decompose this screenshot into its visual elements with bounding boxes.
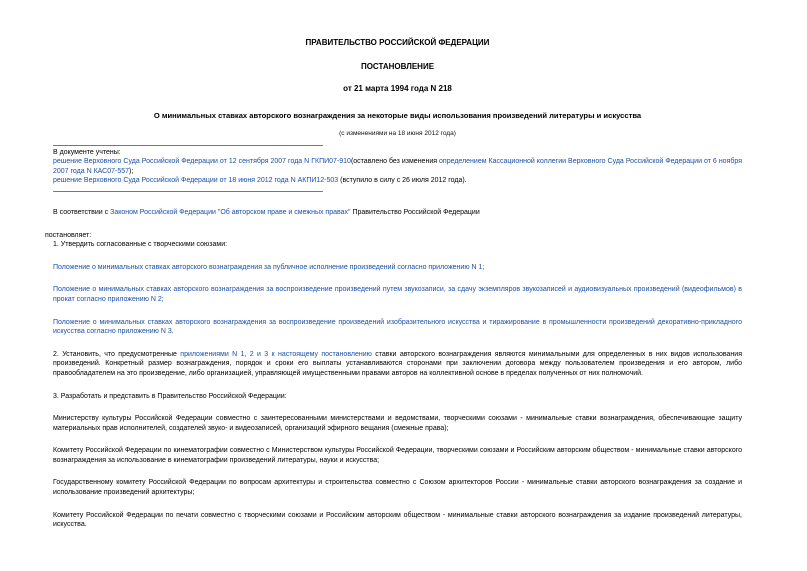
paragraph-3b: Комитету Российской Федерации по кинематографии совместно с Министерством культуры Российской Федерации, творческими союзами и Российским авторским обществом - минимальные ставки авторского вознаграждения за использование в кинематографии произведений литературы, науки и искусства; [53,447,742,464]
paragraph-3c: Государственному комитету Российской Федерации по вопросам архитектуры и строительства совместно с Союзом архитекторов России - минимальные ставки авторского вознаграждения за создание и использование произведений архитектуры; [53,479,742,497]
annex-1-link[interactable]: Положение о минимальных ставках авторского вознаграждения за публичное исполнение произведений согласно приложению N 1; [53,263,485,271]
accounted-item-2 [53,176,742,186]
accounted-changes-block [53,146,742,188]
intro-post: Правительство Российской Федерации [350,208,480,216]
document-title: О минимальных ставках авторского вознаграждения за некоторые виды использования произведений литературы и искусства [153,111,642,120]
accounted-item-1-end: ); [129,167,134,175]
paragraph-2-post: ставки авторского вознаграждения являются минимальными для определенных в них видов использования произведений. Конкретный размер вознаграждения, порядок и сроки его выплаты устанавливаются сторонами при заключении договора между пользователем произведения и его автором, либо правообладателем на это произведение, либо организацией, управляющей имущественными правами авторов на коллективной основе в пределах полученных от них полномочий. [53,350,742,377]
accounted-item-1-text: (оставлено без изменения [350,158,440,166]
annex-2-item [53,285,742,304]
decrees-line: постановляет: [45,231,92,239]
accounted-item-2-text: (вступило в силу с 26 июля 2012 года). [338,177,467,185]
court-decision-2012-link[interactable]: решение Верховного Суда Российской Федерации от 18 июня 2012 года N АКПИ12-503 [53,177,339,185]
cassation-ruling-link[interactable]: определением Кассационной коллегии Верховного Суда Российской Федерации от 6 ноября 2007 года N КАС07-557 [53,158,742,175]
government-heading: ПРАВИТЕЛЬСТВО РОССИЙСКОЙ ФЕДЕРАЦИИ [305,38,490,47]
annex-2-link[interactable]: Положение о минимальных ставках авторского вознаграждения за воспроизведение произведений путем звукозаписи, за сдачу экземпляров звукозаписей и аудиовизуальных произведений (видеофильмов) в прокат согласно приложению N 2; [53,286,742,303]
accounted-item-1 [53,157,742,176]
document-page [45,38,742,530]
paragraph-3a: Министерству культуры Российской Федерации совместно с заинтересованными министерствами и ведомствами, творческими союзами - минимальные ставки вознаграждения, обеспечивающие защиту материальных прав исполнителей, создателей звуко- и видеозаписей, организаций эфирного вещания (смежные права); [53,415,742,432]
annexes-link[interactable]: приложениями N 1, 2 и 3 к настоящему постановлению [180,350,372,358]
intro-paragraph [53,208,742,218]
annex-3-link[interactable]: Положение о минимальных ставках авторского вознаграждения за воспроизведение произведений изобразительного искусства и тиражирование в промышленности произведений декоративно-прикладного искусства согласно приложению N 3. [53,318,742,336]
document-type-heading: ПОСТАНОВЛЕНИЕ [360,62,435,71]
paragraph-1: 1. Утвердить согласованные с творческими союзами: [53,241,228,249]
paragraph-3d: Комитету Российской Федерации по печати совместно с творческими союзами и Российским авторским обществом - минимальные ставки авторского вознаграждения за издание произведений литературы, искусства. [53,511,742,529]
annex-1-item [53,263,742,273]
accounted-label: В документе учтены: [53,148,121,156]
divider-bottom [53,191,323,192]
paragraph-3: 3. Разработать и представить в Правительство Российской Федерации: [53,392,287,400]
paragraph-2-pre: 2. Установить, что предусмотренные [53,350,181,358]
intro-pre: В соответствии с [53,208,111,216]
annex-3-item [53,318,742,337]
copyright-law-link[interactable]: Законом Российской Федерации "Об авторском праве и смежных правах" [110,208,351,216]
paragraph-2 [53,350,742,379]
court-decision-2007-link[interactable]: решение Верховного Суда Российской Федерации от 12 сентября 2007 года N ГКПИ07-910 [53,158,351,166]
document-date-heading: от 21 марта 1994 года N 218 [343,84,452,93]
edition-note: (с изменениями на 18 июня 2012 года) [339,130,456,137]
